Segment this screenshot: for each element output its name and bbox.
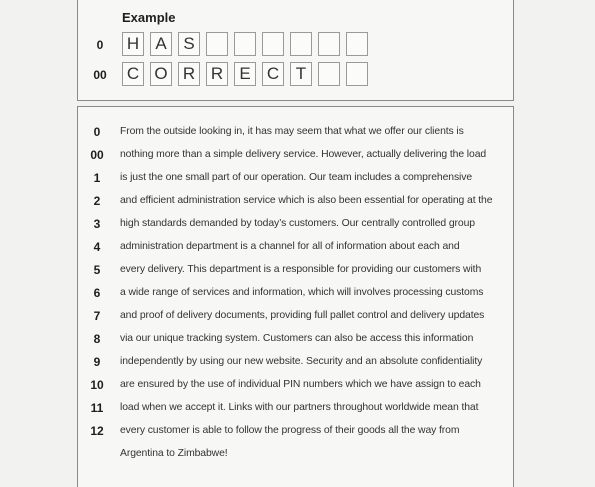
letter-cell[interactable] — [290, 32, 312, 56]
passage-line: and efficient administration service which is also been essential for operating at the — [120, 195, 493, 206]
letter-cell[interactable] — [262, 32, 284, 56]
example-panel — [77, 0, 514, 101]
line-number: 7 — [93, 309, 101, 323]
line-number: 5 — [93, 263, 101, 277]
letter-cell[interactable]: H — [122, 32, 144, 56]
passage-line: via our unique tracking system. Customers can also be access this information — [120, 333, 474, 344]
line-number: 3 — [93, 217, 101, 231]
passage-line: every customer is able to follow the progress of their goods all the way from — [120, 425, 460, 436]
example-title: Example — [122, 10, 176, 25]
letter-cell[interactable] — [234, 32, 256, 56]
passage-line: independently by using our new website. Security and an absolute confidentiality — [120, 356, 483, 367]
letter-cell[interactable]: E — [234, 62, 256, 86]
passage-line: and proof of delivery documents, providing full pallet control and delivery updates — [120, 310, 485, 321]
passage-line: Argentina to Zimbabwe! — [120, 448, 228, 459]
line-number: 11 — [90, 401, 104, 415]
passage-line: are ensured by the use of individual PIN numbers which we have assign to each — [120, 379, 481, 390]
passage-line: load when we accept it. Links with our partners throughout worldwide mean that — [120, 402, 479, 413]
line-number: 12 — [90, 424, 104, 438]
passage-line: a wide range of services and information, which will involves processing customs — [120, 287, 484, 298]
example-row-label: 00 — [93, 68, 107, 82]
passage-panel — [77, 106, 514, 487]
letter-cell[interactable]: T — [290, 62, 312, 86]
letter-cells — [122, 62, 368, 86]
letter-cell[interactable]: C — [262, 62, 284, 86]
passage-line: nothing more than a simple delivery service. However, actually delivering the load — [120, 149, 487, 160]
letter-cell[interactable] — [318, 62, 340, 86]
passage-line: administration department is a channel for all of information about each and — [120, 241, 460, 252]
line-number: 8 — [93, 332, 101, 346]
line-number: 10 — [90, 378, 104, 392]
letter-cells — [122, 32, 368, 56]
line-number: 1 — [93, 171, 101, 185]
line-number: 9 — [93, 355, 101, 369]
example-row-label: 0 — [96, 38, 104, 52]
letter-cell[interactable]: A — [150, 32, 172, 56]
letter-cell[interactable] — [346, 32, 368, 56]
letter-cell[interactable] — [346, 62, 368, 86]
letter-cell[interactable]: C — [122, 62, 144, 86]
line-number: 00 — [90, 148, 104, 162]
line-number: 6 — [93, 286, 101, 300]
letter-cell[interactable]: R — [206, 62, 228, 86]
letter-cell[interactable]: O — [150, 62, 172, 86]
line-number: 0 — [93, 125, 101, 139]
letter-cell[interactable]: R — [178, 62, 200, 86]
letter-cell[interactable] — [206, 32, 228, 56]
passage-line: high standards demanded by today’s customers. Our centrally controlled group — [120, 218, 475, 229]
passage-line: every delivery. This department is a responsible for providing our customers with — [120, 264, 482, 275]
example-row — [78, 62, 513, 88]
letter-cell[interactable]: S — [178, 32, 200, 56]
line-number: 2 — [93, 194, 101, 208]
line-number: 4 — [93, 240, 101, 254]
passage-line: is just the one small part of our operation. Our team includes a comprehensive — [120, 172, 473, 183]
letter-cell[interactable] — [318, 32, 340, 56]
example-row — [78, 32, 513, 58]
passage-line: From the outside looking in, it has may seem that what we offer our clients is — [120, 126, 464, 137]
